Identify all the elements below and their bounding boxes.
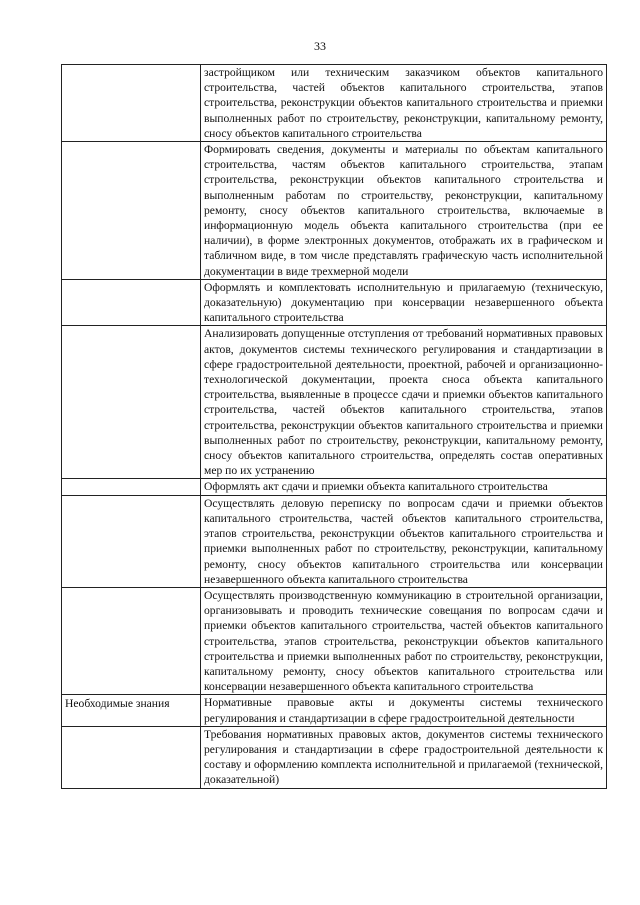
label-cell (62, 587, 201, 694)
row-label (65, 326, 197, 327)
row-label (65, 496, 197, 497)
table-row (62, 587, 607, 694)
content-cell: Оформлять и комплектовать исполнительную и прилагаемую (техническую, доказательную) документацию при консервации незавершенного объекта капитального строительства (201, 279, 607, 326)
label-cell (62, 279, 201, 326)
row-label (65, 65, 197, 66)
label-cell (62, 495, 201, 587)
content-cell: Осуществлять деловую переписку по вопросам сдачи и приемки объектов капитального строительства, частей объектов капитального строительства, этапов строительства, реконструкции объектов капитального строительства и приемки выполненных работ по строительству, реконструкции, капитальному ремонту, сносу объектов капитального строительства или консервации незавершенного объекта капитального строительства (201, 495, 607, 587)
row-label (65, 727, 197, 728)
content-cell: Требования нормативных правовых актов, документов системы технического регулирования и стандартизации в сфере градостроительной деятельности к составу и оформлению комплекта исполнительной и прилагаемой (технической, доказательной) (201, 726, 607, 788)
content-cell: Нормативные правовые акты и документы системы технического регулирования и стандартизации в сфере градостроительной деятельности (201, 695, 607, 726)
label-cell (62, 326, 201, 479)
label-cell (62, 695, 201, 726)
table-row (62, 495, 607, 587)
row-label (65, 280, 197, 281)
label-cell (62, 65, 201, 142)
content-cell: Оформлять акт сдачи и приемки объекта капитального строительства (201, 479, 607, 495)
row-label (65, 588, 197, 589)
table-row (62, 479, 607, 495)
table-row (62, 726, 607, 788)
table-row (62, 279, 607, 326)
row-label (65, 142, 197, 143)
content-cell: Осуществлять производственную коммуникацию в строительной организации, организовывать и проводить технические совещания по вопросам сдачи и приемки объектов капитального строительства, частей объектов капитального строительства, этапов строительства, реконструкции объектов капитального строительства и приемки выполненных работ по строительству, реконструкции, капитальному ремонту, сносу объектов капитального строительства или консервации незавершенного объекта капитального строительства (201, 587, 607, 694)
row-label: Необходимые знания (65, 697, 170, 711)
label-cell (62, 726, 201, 788)
page-number: 33 (314, 39, 326, 53)
requirements-table (61, 64, 607, 789)
table-row (62, 65, 607, 142)
label-cell (62, 142, 201, 280)
table-row (62, 695, 607, 726)
label-cell (62, 479, 201, 495)
table-row (62, 326, 607, 479)
content-cell: застройщиком или техническим заказчиком объектов капитального строительства, частей объектов капитального строительства, этапов строительства, реконструкции объектов капитального строительства и приемки выполненных работ по строительству, реконструкции, капитальному ремонту, сносу объектов капитального строительства (201, 65, 607, 142)
content-cell: Формировать сведения, документы и материалы по объектам капитального строительства, частям объектов капитального строительства, этапам строительства, реконструкции объектов капитального строительства и выполненным работам по строительству, реконструкции, капитальному ремонту, сносу объектов капитального строительства, включаемые в информационную модель объекта капитального строительства (при ее наличии), в форме электронных документов, отображать их в графическом и табличном виде, в том числе представлять графическую часть исполнительной документации в виде трехмерной модели (201, 142, 607, 280)
row-label (65, 479, 197, 480)
content-cell: Анализировать допущенные отступления от требований нормативных правовых актов, документов системы технического регулирования и стандартизации в сфере градостроительной деятельности, проектной, рабочей и организационно-технологической документации, проекта сноса объекта капитального строительства, выявленные в процессе сдачи и приемки объектов капитального строительства, частей объектов капитального строительства, этапов строительства, реконструкции объектов капитального строительства и приемки выполненных работ по строительству, реконструкции, капитальному ремонту, сносу объектов капитального строительства, определять состав оперативных мер по их устранению (201, 326, 607, 479)
table-row (62, 142, 607, 280)
